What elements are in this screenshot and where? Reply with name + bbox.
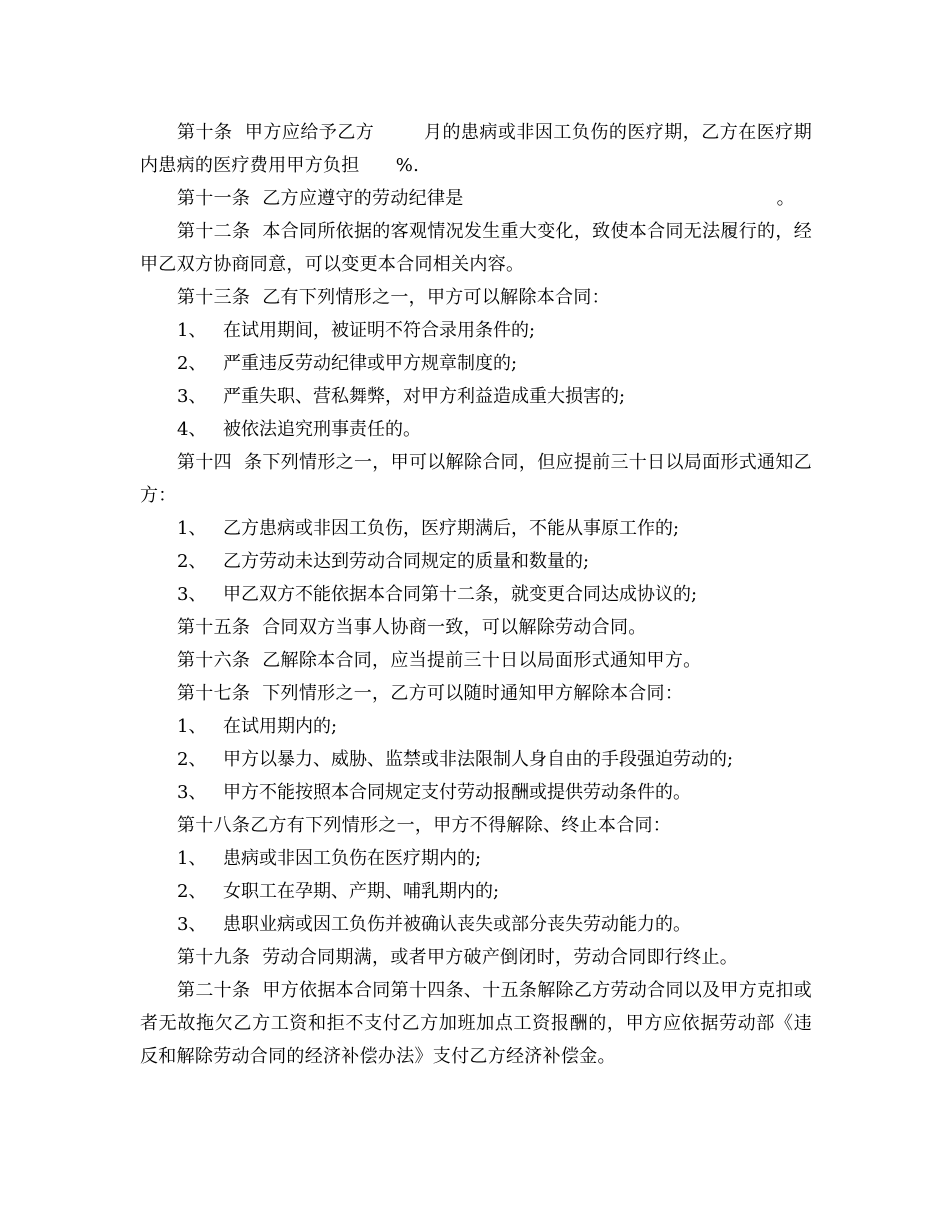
list-item-text: 患病或非因工负伤在医疗期内的; [223,848,482,869]
list-item-text: 被依法追究刑事责任的。 [223,419,421,440]
list-item-text: 在试用期内的; [223,716,338,737]
article-15: 第十五条 合同双方当事人协商一致，可以解除劳动合同。 [177,617,647,638]
article-12: 第十二条 本合同所依据的客观情况发生重大变化，致使本合同无法履行的，经甲乙双方协商同意，可以变更本合同相关内容。 [140,221,812,275]
article-18-item-3 [140,908,812,941]
list-item-text: 女职工在孕期、产期、哺乳期内的; [223,881,500,902]
article-13-item-1 [140,314,812,347]
document-body [140,116,812,1073]
article-17-item-2 [140,743,812,776]
list-item-number: 3、 [177,386,207,407]
list-item-number: 1、 [177,518,207,539]
article-14-item-1 [140,512,812,545]
article-19: 第十九条 劳动合同期满，或者甲方破产倒闭时，劳动合同即行终止。 [177,947,739,968]
list-item-text: 严重违反劳动纪律或甲方规章制度的; [223,353,518,374]
list-item-text: 甲方以暴力、威胁、监禁或非法限制人身自由的手段强迫劳动的; [223,749,734,770]
article-14-item-2 [140,545,812,578]
list-item-number: 4、 [177,419,207,440]
list-item-text: 在试用期间，被证明不符合录用条件的; [223,320,536,341]
article-13-item-2 [140,347,812,380]
article-20: 第二十条 甲方依据本合同第十四条、十五条解除乙方劳动合同以及甲方克扣或者无故拖欠乙方工资和拒不支付乙方加班加点工资报酬的，甲方应依据劳动部《违反和解除劳动合同的经济补偿办法》支付乙方经济补偿金。 [140,980,812,1067]
article-17-item-3 [140,776,812,809]
list-item-number: 1、 [177,848,207,869]
list-item-text: 甲乙双方不能依据本合同第十二条，就变更合同达成协议的; [223,584,698,605]
article-17-item-1 [140,710,812,743]
list-item-number: 3、 [177,914,207,935]
list-item-number: 3、 [177,782,207,803]
article-11: 第十一条 乙方应遵守的劳动纪律是 。 [177,188,795,209]
article-13-item-3 [140,380,812,413]
article-18-item-1 [140,842,812,875]
article-14: 第十四 条下列情形之一，甲可以解除合同，但应提前三十日以局面形式通知乙方： [140,452,812,506]
list-item-text: 严重失职、营私舞弊，对甲方利益造成重大损害的; [223,386,626,407]
article-18: 第十八条乙方有下列情形之一，甲方不得解除、终止本合同： [177,815,672,836]
list-item-number: 2、 [177,749,207,770]
list-item-number: 1、 [177,320,207,341]
article-16: 第十六条 乙解除本合同，应当提前三十日以局面形式通知甲方。 [177,650,702,671]
list-item-text: 患职业病或因工负伤并被确认丧失或部分丧失劳动能力的。 [223,914,691,935]
list-item-number: 2、 [177,353,207,374]
article-17: 第十七条 下列情形之一，乙方可以随时通知甲方解除本合同： [177,683,684,704]
list-item-text: 乙方劳动未达到劳动合同规定的质量和数量的; [223,551,590,572]
list-item-text: 乙方患病或非因工负伤，医疗期满后，不能从事原工作的; [223,518,680,539]
list-item-text: 甲方不能按照本合同规定支付劳动报酬或提供劳动条件的。 [223,782,691,803]
article-18-item-2 [140,875,812,908]
article-14-item-3 [140,578,812,611]
list-item-number: 1、 [177,716,207,737]
article-10: 第十条 甲方应给予乙方 月的患病或非因工负伤的医疗期，乙方在医疗期内患病的医疗费用甲方负担 %. [140,122,812,176]
article-13: 第十三条 乙有下列情形之一，甲方可以解除本合同： [177,287,610,308]
list-item-number: 2、 [177,881,207,902]
list-item-number: 3、 [177,584,207,605]
list-item-number: 2、 [177,551,207,572]
article-13-item-4 [140,413,812,446]
